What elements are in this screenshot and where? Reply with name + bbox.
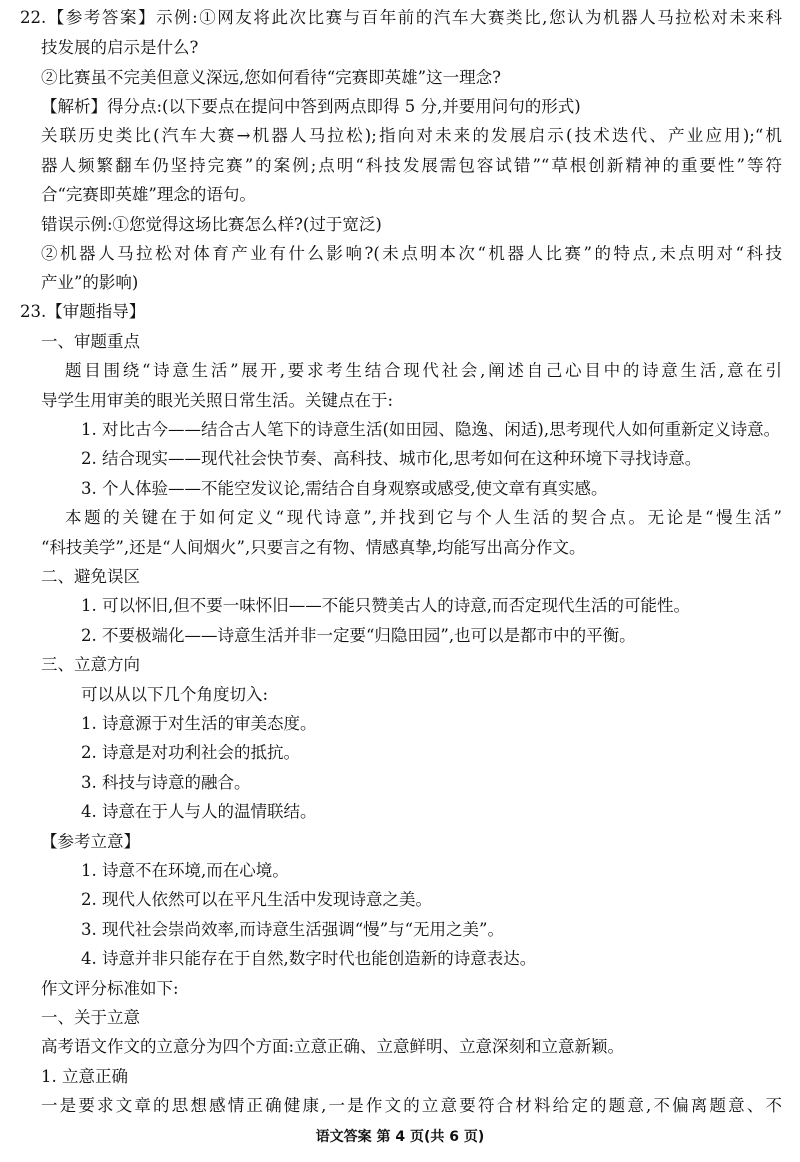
section-title: 一、审题重点 [41,332,140,351]
q22-answer-header: 22.【参考答案】示例:①网友将此次比赛与百年前的汽车大赛类比,您认为机器人马拉松对未来科 [20,8,782,27]
list-item: 2. 诗意是对功利社会的抵抗。 [81,743,300,762]
page-footer: 语文答案 第 4 页(共 6 页) [315,1129,485,1145]
paragraph-line: “科技美学”,还是“人间烟火”,只要言之有物、情感真挚,均能写出高分作文。 [41,538,586,557]
paragraph-line: 题目围绕“诗意生活”展开,要求考生结合现代社会,阐述自己心目中的诗意生活,意在引 [65,361,782,380]
list-item: 1. 诗意不在环境,而在心境。 [81,861,289,880]
q22-line: 技发展的启示是什么? [41,38,199,57]
section-title: 三、立意方向 [41,655,140,674]
section-title: 【参考立意】 [41,832,140,851]
list-item: 3. 科技与诗意的融合。 [81,773,251,792]
q22-line: ②比赛虽不完美但意义深远,您如何看待“完赛即英雄”这一理念? [41,68,501,87]
list-item: 3. 现代社会崇尚效率,而诗意生活强调“慢”与“无用之美”。 [81,920,504,939]
list-item: 1. 对比古今——结合古人笔下的诗意生活(如田园、隐逸、闲适),思考现代人如何重新定义诗意。 [81,420,781,439]
q22-line: 器人频繁翻车仍坚持完赛”的案例;点明“科技发展需包容试错”“草根创新精神的重要性”等符 [41,156,782,175]
list-item: 2. 结合现实——现代社会快节奏、高科技、城市化,思考如何在这种环境下寻找诗意。 [81,449,702,468]
list-item: 1. 可以怀旧,但不要一味怀旧——不能只赞美古人的诗意,而否定现代生活的可能性。 [81,596,690,615]
q22-analysis: 【解析】得分点:(以下要点在提问中答到两点即得 5 分,并要用问句的形式) [41,97,581,116]
q22-line: 合“完赛即英雄”理念的语句。 [41,185,256,204]
list-item: 2. 不要极端化——诗意生活并非一定要“归隐田园”,也可以是都市中的平衡。 [81,626,636,645]
list-item: 1. 诗意源于对生活的审美态度。 [81,714,317,733]
q22-line: 产业”的影响) [41,273,139,292]
section-title: 作文评分标准如下: [41,979,179,998]
section-title: 一、关于立意 [41,1008,140,1027]
paragraph-line: 可以从以下几个角度切入: [81,685,269,704]
paragraph-line: 高考语文作文的立意分为四个方面:立意正确、立意鲜明、立意深刻和立意新颖。 [41,1037,625,1056]
paragraph-line: 本题的关键在于如何定义“现代诗意”,并找到它与个人生活的契合点。无论是“慢生活” [65,508,782,527]
q23-header: 23.【审题指导】 [20,302,146,321]
q22-line: ②机器人马拉松对体育产业有什么影响?(未点明本次“机器人比赛”的特点,未点明对“科技 [41,244,782,263]
q22-line: 关联历史类比(汽车大赛→机器人马拉松);指向对未来的发展启示(技术迭代、产业应用);“机 [41,126,782,145]
list-item: 2. 现代人依然可以在平凡生活中发现诗意之美。 [81,890,432,909]
list-item: 4. 诗意在于人与人的温情联结。 [81,802,317,821]
list-item: 4. 诗意并非只能存在于自然,数字时代也能创造新的诗意表达。 [81,949,537,968]
list-item: 3. 个人体验——不能空发议论,需结合自身观察或感受,使文章有真实感。 [81,479,608,498]
q22-wrong-example: 错误示例:①您觉得这场比赛怎么样?(过于宽泛) [41,215,382,234]
paragraph-line: 导学生用审美的眼光关照日常生活。关键点在于: [41,391,394,410]
section-title: 二、避免误区 [41,567,140,586]
paragraph-line: 一是要求文章的思想感情正确健康,一是作文的立意要符合材料给定的题意,不偏离题意、不 [41,1096,782,1115]
subsection-title: 1. 立意正确 [41,1067,128,1086]
